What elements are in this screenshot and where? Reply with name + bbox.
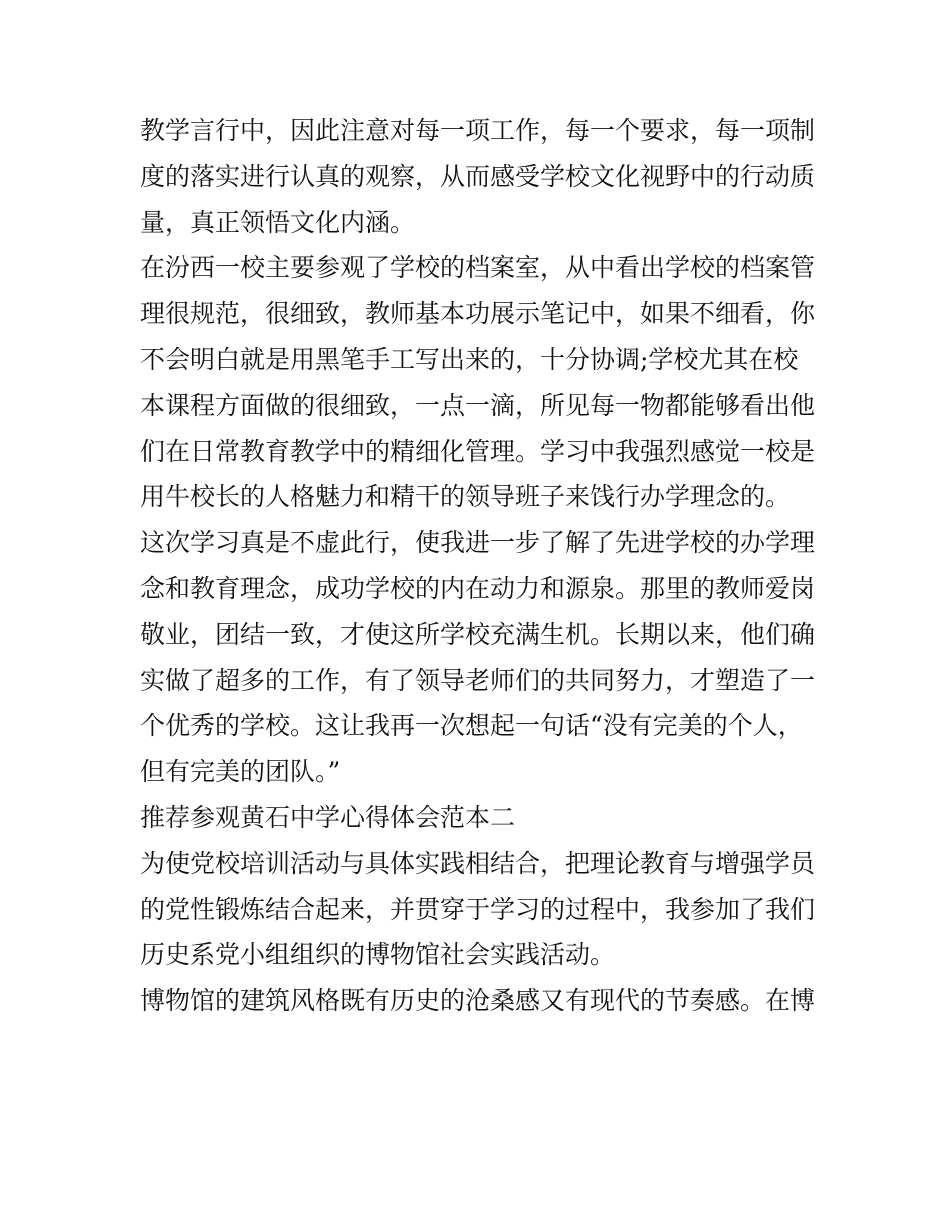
text-line: 们在日常教育教学中的精细化管理。学习中我强烈感觉一校是 — [140, 436, 816, 466]
text-line: 理很规范，很细致，教师基本功展示笔记中，如果不细看，你 — [140, 299, 816, 329]
text-line: 在汾西一校主要参观了学校的档案室，从中看出学校的档案管 — [140, 253, 816, 283]
text-line: 教学言行中，因此注意对每一项工作，每一个要求，每一项制 — [140, 116, 816, 145]
text-line: 本课程方面做的很细致，一点一滴，所见每一物都能够看出他 — [140, 390, 816, 420]
text-line: 度的落实进行认真的观察，从而感受学校文化视野中的行动质 — [140, 161, 816, 191]
text-line: 念和教育理念，成功学校的内在动力和源泉。那里的教师爱岗 — [140, 573, 816, 603]
text-line: 实做了超多的工作，有了领导老师们的共同努力，才塑造了一 — [140, 665, 816, 695]
text-line: 历史系党小组组织的博物馆社会实践活动。 — [140, 940, 616, 970]
text-line: 为使党校培训活动与具体实践相结合，把理论教育与增强学员 — [140, 848, 816, 878]
text-line: 敬业，团结一致，才使这所学校充满生机。长期以来，他们确 — [140, 619, 816, 649]
text-line: 的党性锻炼结合起来，并贯穿于学习的过程中，我参加了我们 — [140, 894, 816, 924]
text-line: 量，真正领悟文化内涵。 — [140, 207, 416, 237]
document-body — [140, 108, 820, 1024]
text-line: 博物馆的建筑风格既有历史的沧桑感又有现代的节奏感。在博 — [140, 986, 816, 1016]
text-line: 这次学习真是不虚此行，使我进一步了解了先进学校的办学理 — [140, 528, 816, 558]
text-line: 不会明白就是用黑笔手工写出来的，十分协调;学校尤其在校 — [140, 344, 799, 374]
text-line: 用牛校长的人格魅力和精干的领导班子来饯行办学理念的。 — [140, 482, 791, 512]
text-line: 但有完美的团队。” — [140, 757, 341, 787]
section-heading: 推荐参观黄石中学心得体会范本二 — [140, 802, 516, 832]
text-line: 个优秀的学校。这让我再一次想起一句话“没有完美的个人， — [140, 711, 803, 741]
